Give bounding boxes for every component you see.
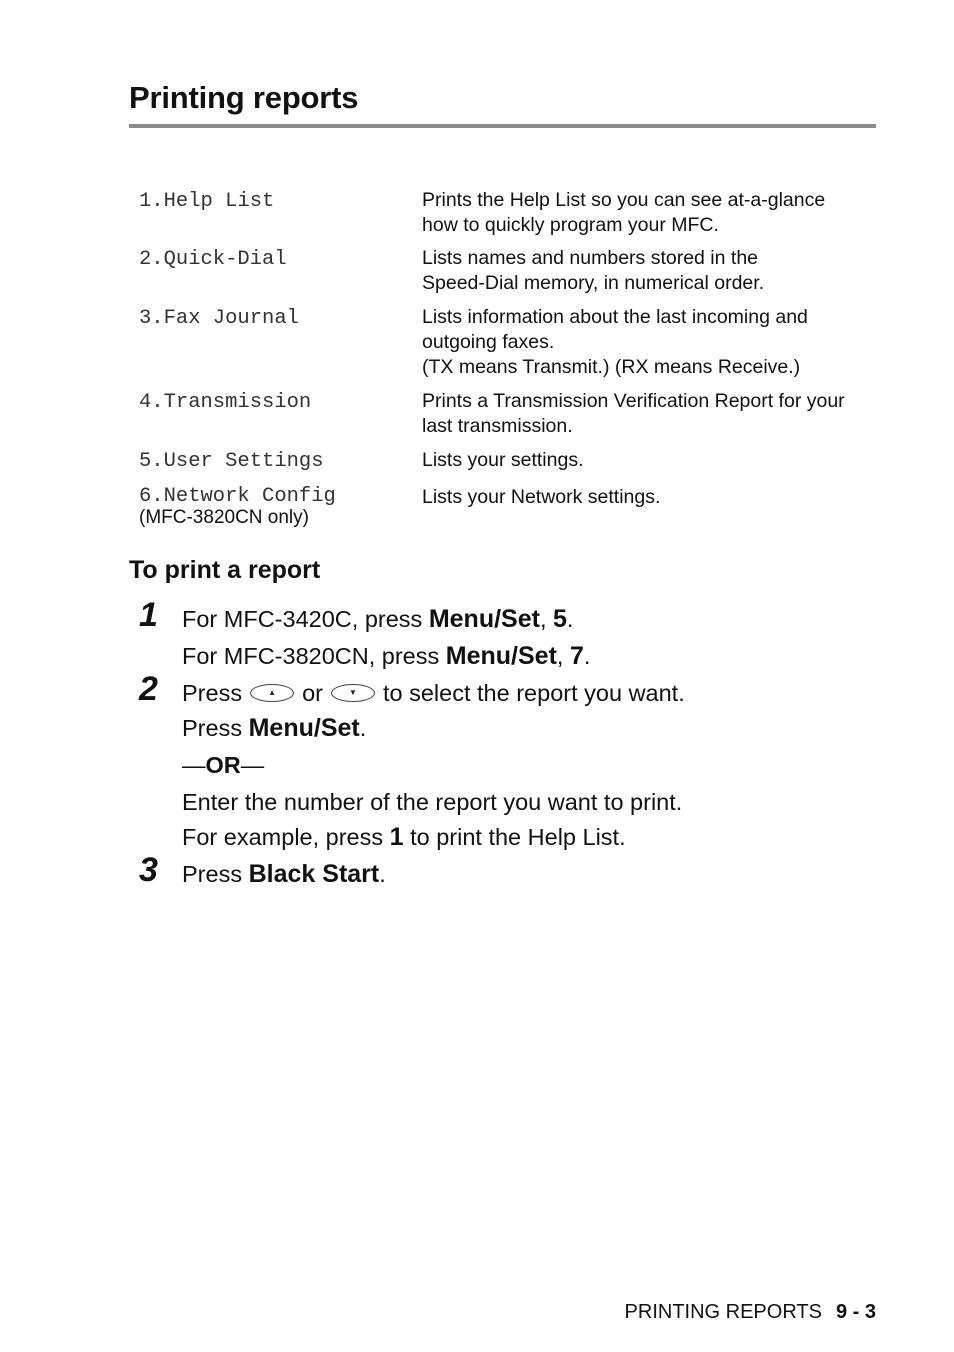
report-code: 6.Network Config bbox=[139, 485, 336, 508]
section-subheading: To print a report bbox=[129, 556, 321, 584]
em-dash: — bbox=[240, 752, 265, 778]
report-description-line: Lists information about the last incoming and bbox=[422, 306, 808, 328]
report-description-line: outgoing faxes. bbox=[422, 331, 555, 353]
report-description-line: Lists your settings. bbox=[422, 449, 584, 471]
or-label: OR bbox=[205, 752, 241, 778]
report-description-line: Lists your Network settings. bbox=[422, 486, 661, 508]
instruction-text: Press bbox=[182, 680, 243, 706]
instruction-text: , bbox=[556, 643, 570, 669]
report-description-line: (TX means Transmit.) (RX means Receive.) bbox=[422, 356, 801, 378]
instruction-text: to select the report you want. bbox=[382, 680, 685, 706]
report-description-line: last transmission. bbox=[422, 415, 573, 437]
report-model-note: (MFC-3820CN only) bbox=[139, 507, 309, 528]
instruction-text: . bbox=[379, 861, 386, 887]
report-description bbox=[422, 246, 882, 296]
key-name: Menu/Set bbox=[248, 714, 360, 742]
instruction-text: For MFC-3820CN, press bbox=[182, 643, 446, 669]
report-code: 5.User Settings bbox=[139, 450, 324, 473]
report-description-line: Prints a Transmission Verification Report for your bbox=[422, 390, 845, 412]
page-title: Printing reports bbox=[129, 80, 359, 115]
instruction-text: Press bbox=[182, 715, 249, 741]
instruction-text: Press bbox=[182, 861, 249, 887]
key-name: 5 bbox=[553, 605, 567, 633]
step-instruction bbox=[182, 822, 626, 852]
step-instruction bbox=[182, 641, 590, 671]
step-number: 1 bbox=[139, 596, 158, 634]
em-dash: — bbox=[182, 752, 206, 778]
key-name: Black Start bbox=[248, 860, 380, 888]
report-code: 3.Fax Journal bbox=[139, 307, 299, 330]
or-separator bbox=[182, 750, 264, 780]
instruction-text: , bbox=[539, 606, 553, 632]
key-name: 1 bbox=[389, 823, 404, 851]
key-name: 7 bbox=[569, 642, 584, 670]
instruction-text: or bbox=[302, 680, 323, 706]
instruction-text: . bbox=[583, 643, 591, 669]
page-number: 9 - 3 bbox=[835, 1301, 876, 1323]
report-description bbox=[422, 389, 882, 439]
report-description bbox=[422, 448, 882, 473]
instruction-text: For MFC-3420C, press bbox=[182, 606, 429, 632]
instruction-text: For example, press bbox=[182, 824, 390, 850]
key-name: Menu/Set bbox=[428, 605, 540, 633]
instruction-text: to print the Help List. bbox=[403, 824, 626, 850]
footer-section-title: PRINTING REPORTS bbox=[624, 1301, 822, 1323]
report-description-line: Speed-Dial memory, in numerical order. bbox=[422, 272, 765, 294]
report-description-line: how to quickly program your MFC. bbox=[422, 214, 719, 236]
report-description bbox=[422, 305, 882, 380]
down-arrow-icon: ▼ bbox=[349, 687, 357, 697]
step-instruction bbox=[182, 713, 366, 743]
step-instruction: Enter the number of the report you want to print. bbox=[182, 789, 683, 815]
key-name: Menu/Set bbox=[445, 642, 557, 670]
report-description bbox=[422, 485, 882, 510]
report-code: 2.Quick-Dial bbox=[139, 248, 287, 271]
report-code: 4.Transmission bbox=[139, 391, 312, 414]
step-instruction bbox=[182, 678, 685, 708]
report-description bbox=[422, 188, 882, 238]
step-number: 2 bbox=[139, 670, 158, 708]
step-instruction bbox=[182, 604, 573, 634]
step-number: 3 bbox=[139, 851, 158, 889]
report-description-line: Prints the Help List so you can see at-a-glance bbox=[422, 189, 826, 211]
report-description-line: Lists names and numbers stored in the bbox=[422, 247, 759, 269]
page-footer bbox=[625, 1301, 876, 1324]
down-arrow-key-icon bbox=[331, 684, 375, 702]
up-arrow-key-icon bbox=[250, 684, 294, 702]
title-rule bbox=[129, 124, 876, 128]
step-instruction bbox=[182, 859, 386, 889]
instruction-text: . bbox=[359, 715, 367, 741]
instruction-text: . bbox=[566, 606, 574, 632]
report-code: 1.Help List bbox=[139, 190, 275, 213]
up-arrow-icon: ▲ bbox=[268, 687, 277, 697]
